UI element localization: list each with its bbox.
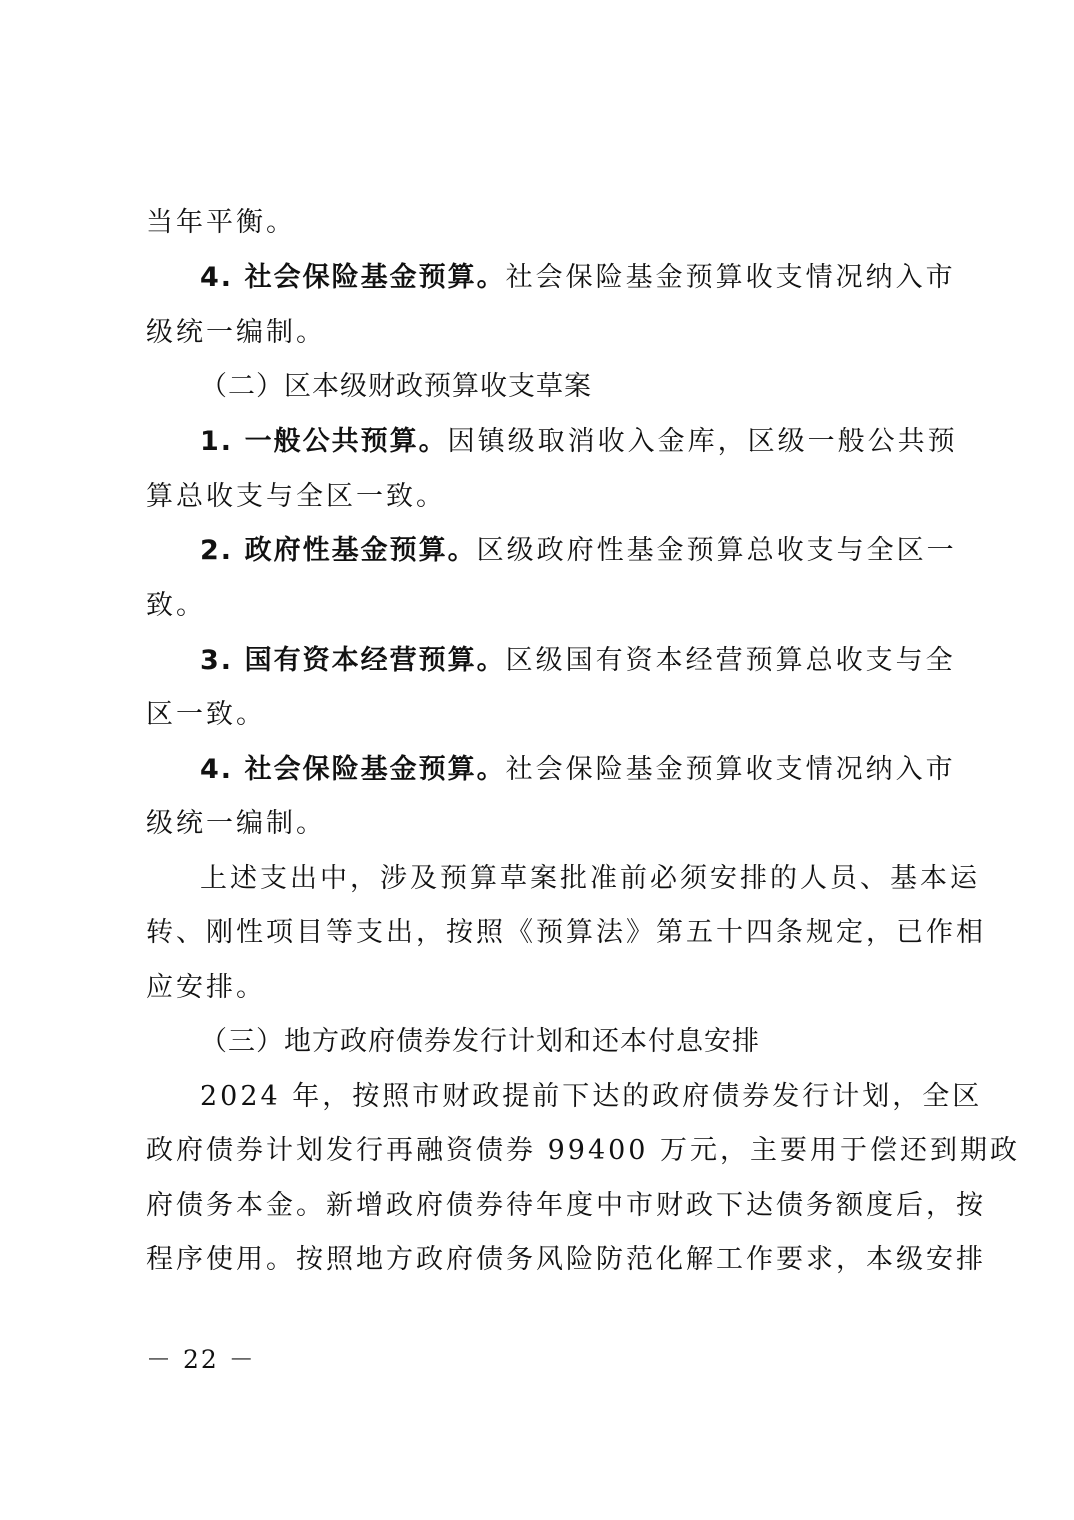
paragraph-line <box>146 313 946 353</box>
paragraph-line <box>200 1077 983 1117</box>
text: 社会保险基金预算收支情况纳入市 <box>505 754 956 785</box>
text: 2024 年，按照市财政提前下达的政府债券发行计划，全区 <box>200 1081 983 1112</box>
paragraph-line <box>200 258 956 298</box>
section-heading <box>200 1022 946 1062</box>
text: 算总收支与全区一致。 <box>146 481 446 512</box>
item-number: 3. <box>200 645 234 676</box>
item-number: 4. <box>200 754 234 785</box>
text: 府债务本金。新增政府债券待年度中市财政下达债务额度后，按 <box>146 1190 986 1221</box>
heading-text: （三）地方政府债券发行计划和还本付息安排 <box>200 1026 760 1057</box>
item-heading: 一般公共预算。 <box>244 426 448 457</box>
paragraph-line <box>146 913 986 953</box>
text: 因镇级取消收入金库，区级一般公共预 <box>447 426 958 457</box>
text: 政府债券计划发行再融资债券 99400 万元，主要用于偿还到期政 <box>146 1135 1021 1166</box>
text: 级统一编制。 <box>146 808 326 839</box>
item-heading: 社会保险基金预算。 <box>244 754 506 785</box>
item-heading: 政府性基金预算。 <box>244 535 477 566</box>
paragraph-line <box>146 1186 986 1226</box>
paragraph-line <box>146 203 946 243</box>
page-number: － 22 － <box>146 1345 256 1374</box>
text: 当年平衡。 <box>146 207 296 238</box>
item-number: 4. <box>200 262 234 293</box>
item-heading: 社会保险基金预算。 <box>244 262 506 293</box>
text: 上述支出中，涉及预算草案批准前必须安排的人员、基本运 <box>200 863 980 894</box>
paragraph-line <box>146 1240 986 1280</box>
paragraph-line <box>146 477 946 517</box>
text: 区一致。 <box>146 699 266 730</box>
paragraph-line <box>146 586 946 626</box>
paragraph-line <box>200 641 956 681</box>
paragraph-line <box>146 804 946 844</box>
heading-text: （二）区本级财政预算收支草案 <box>200 371 592 402</box>
item-number: 1. <box>200 426 234 457</box>
paragraph-line <box>200 422 958 462</box>
text: 致。 <box>146 590 206 621</box>
text: 程序使用。按照地方政府债务风险防范化解工作要求，本级安排 <box>146 1244 986 1275</box>
text: 转、刚性项目等支出，按照《预算法》第五十四条规定，已作相 <box>146 917 986 948</box>
text: 社会保险基金预算收支情况纳入市 <box>505 262 956 293</box>
paragraph-line <box>146 1131 1021 1171</box>
paragraph-line <box>146 695 946 735</box>
item-heading: 国有资本经营预算。 <box>244 645 506 676</box>
paragraph-line <box>200 531 957 571</box>
paragraph-line <box>146 968 946 1008</box>
text: 区级国有资本经营预算总收支与全 <box>505 645 956 676</box>
text: 级统一编制。 <box>146 317 326 348</box>
paragraph-line <box>200 750 956 790</box>
text: 应安排。 <box>146 972 266 1003</box>
section-heading <box>200 367 946 407</box>
paragraph-line <box>200 859 980 899</box>
item-number: 2. <box>200 535 234 566</box>
text: 区级政府性基金预算总收支与全区一 <box>476 535 957 566</box>
